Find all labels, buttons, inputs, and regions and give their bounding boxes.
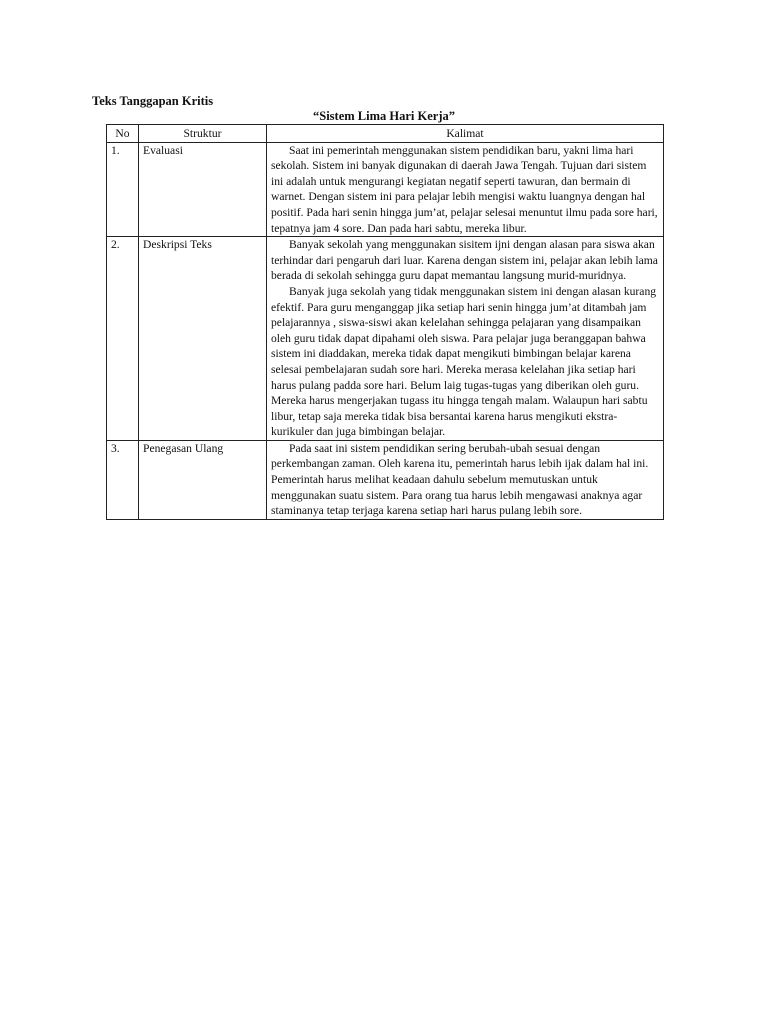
row-number: 1.: [107, 142, 139, 237]
table-header-row: [107, 125, 664, 143]
table-row: [107, 237, 664, 441]
header-kalimat: Kalimat: [267, 125, 664, 143]
row-paragraph: Banyak sekolah yang menggunakan sisitem ijni dengan alasan para siswa akan terhindar dari pengaruh dari luar. Karena dengan sistem ini, pelajar akan lebih lama berada di sekolah sehingga guru dapat memantau langsung murid-muridnya.: [271, 238, 658, 283]
row-sentences: [267, 142, 664, 237]
row-sentences: [267, 237, 664, 441]
header-struktur: Struktur: [139, 125, 267, 143]
row-number: 3.: [107, 440, 139, 519]
row-structure: Deskripsi Teks: [139, 237, 267, 441]
table-row: [107, 142, 664, 237]
document-heading: Teks Tanggapan Kritis: [92, 94, 214, 108]
structure-table: [106, 124, 664, 520]
document-subtitle: “Sistem Lima Hari Kerja”: [313, 109, 455, 123]
row-paragraph: Banyak juga sekolah yang tidak menggunakan sistem ini dengan alasan kurang efektif. Para guru menganggap jika setiap hari senin hingga jum’at ditambah jam pelajarannya , siswa-siswi akan kelelahan sehingga pelajaran yang disampaikan oleh guru tidak dapat dipahami oleh siswa. Para pelajar juga beranggapan bahwa sistem ini diaddakan, mereka tidak dapat mengikuti bimbingan belajar karena selesai pembelajaran sudah sore hari. Mereka merasa kelelahan jika setiap hari harus pulang padda sore hari. Belum laig tugas-tugas yang diberikan oleh guru. Mereka harus mengerjakan tugass itu hingga tengah malam. Walaupun hari sabtu libur, tetap saja mereka tidak bisa bersantai karena harus mengikuti ekstra-kurikuler dan juga bimbingan belajar.: [271, 284, 657, 439]
row-paragraph: Saat ini pemerintah menggunakan sistem pendidikan baru, yakni lima hari sekolah. Sistem ini banyak digunakan di daerah Jawa Tengah. Tujuan dari sistem ini adalah untuk mengurangi kegiatan negatif seperti tawuran, dan bermain di warnet. Dengan sistem ini para pelajar lebih mengisi waktu luangnya dengan hal positif. Pada hari senin hingga jum’at, pelajar selesai menuntut ilmu pada sore hari, tepatnya jam 4 sore. Dan pada hari sabtu, mereka libur.: [271, 143, 658, 235]
row-sentences: [267, 440, 664, 519]
row-structure: Penegasan Ulang: [139, 440, 267, 519]
row-paragraph: Pada saat ini sistem pendidikan sering berubah-ubah sesuai dengan perkembangan zaman. Oleh karena itu, pemerintah harus lebih ijak dalam hal ini. Pemerintah harus melihat keadaan dahulu sebelum memutuskan untuk menggunakan suatu sistem. Para orang tua harus lebih mengawasi anaknya agar staminanya tetap terjaga karena setiap hari harus pulang lebih sore.: [271, 441, 649, 518]
header-no: No: [107, 125, 139, 143]
row-number: 2.: [107, 237, 139, 441]
table-row: [107, 440, 664, 519]
row-structure: Evaluasi: [139, 142, 267, 237]
